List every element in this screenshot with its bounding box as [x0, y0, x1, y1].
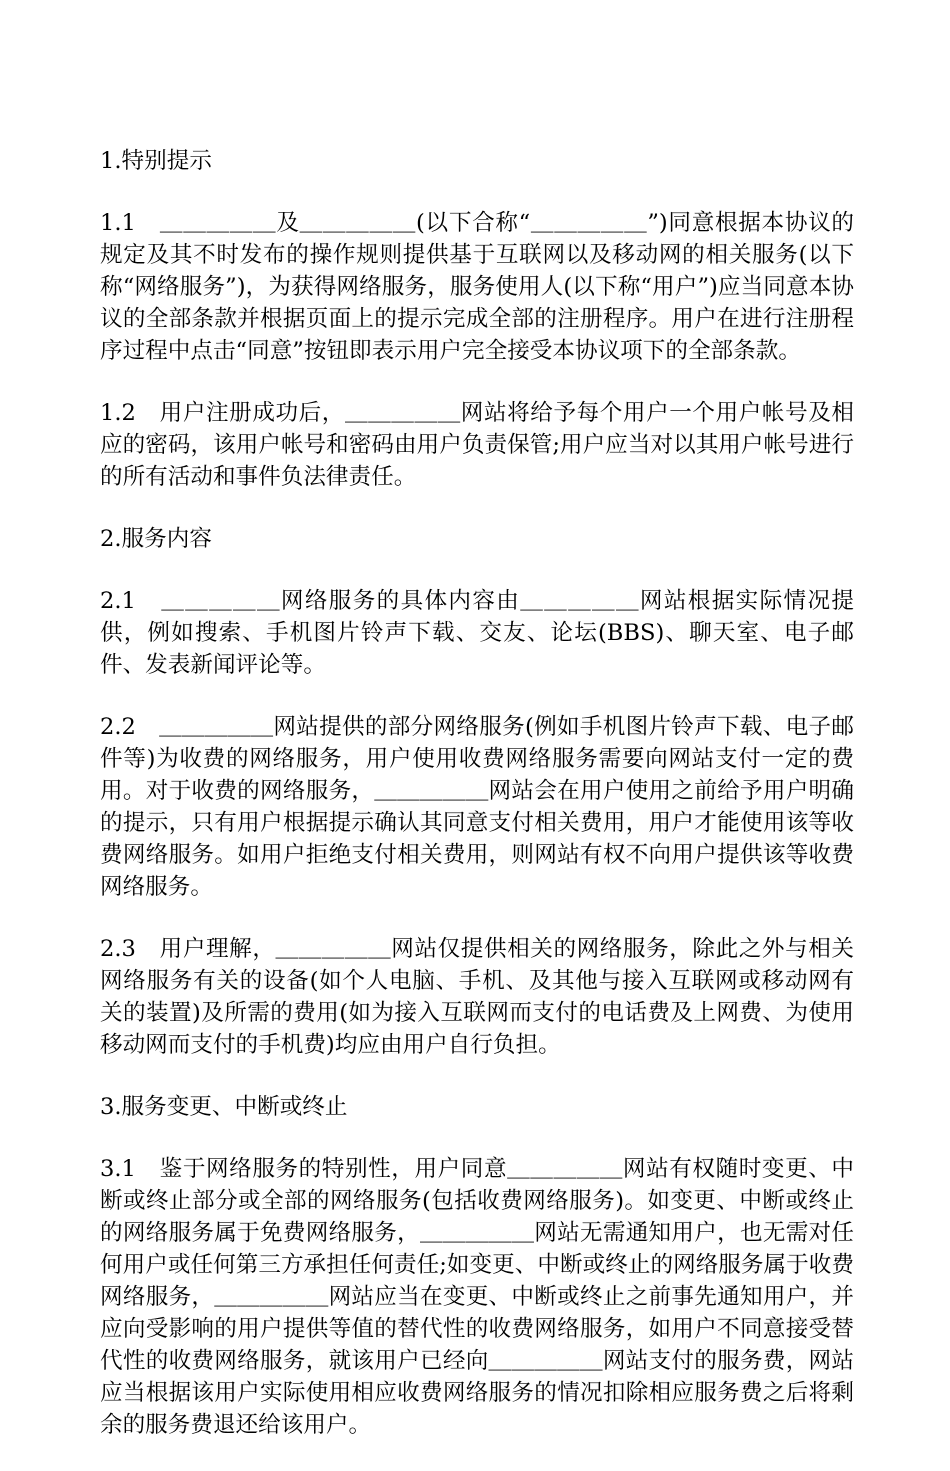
section-heading-2: 2.服务内容: [100, 526, 212, 552]
section-heading-1: 1.特别提示: [100, 148, 212, 174]
clause-1-1: 1.1 ＿＿＿＿＿及＿＿＿＿＿(以下合称“＿＿＿＿＿”)同意根据本协议的规定及其不时发布的操作规则提供基于互联网以及移动网的相关服务(以下称“网络服务”)，为获得网络服务，服务使用人(以下称“用户”)应当同意本协议的全部条款并根据页面上的提示完成全部的注册程序。用户在进行注册程序过程中点击“同意”按钮即表示用户完全接受本协议项下的全部条款。: [100, 210, 854, 364]
clause-3-1: 3.1 鉴于网络服务的特别性，用户同意＿＿＿＿＿网站有权随时变更、中断或终止部分或全部的网络服务(包括收费网络服务)。如变更、中断或终止的网络服务属于免费网络服务，＿＿＿＿＿网站无需通知用户，也无需对任何用户或任何第三方承担任何责任;如变更、中断或终止的网络服务属于收费网络服务，＿＿＿＿＿网站应当在变更、中断或终止之前事先通知用户，并应向受影响的用户提供等值的替代性的收费网络服务，如用户不同意接受替代性的收费网络服务，就该用户已经向＿＿＿＿＿网站支付的服务费，网站应当根据该用户实际使用相应收费网络服务的情况扣除相应服务费之后将剩余的服务费退还给该用户。: [100, 1156, 854, 1438]
clause-2-2: 2.2 ＿＿＿＿＿网站提供的部分网络服务(例如手机图片铃声下载、电子邮件等)为收费的网络服务，用户使用收费网络服务需要向网站支付一定的费用。对于收费的网络服务，＿＿＿＿＿网站会在用户使用之前给予用户明确的提示，只有用户根据提示确认其同意支付相关费用，用户才能使用该等收费网络服务。如用户拒绝支付相关费用，则网站有权不向用户提供该等收费网络服务。: [100, 714, 854, 900]
section-heading-3: 3.服务变更、中断或终止: [100, 1094, 348, 1120]
clause-2-3: 2.3 用户理解，＿＿＿＿＿网站仅提供相关的网络服务，除此之外与相关网络服务有关的设备(如个人电脑、手机、及其他与接入互联网或移动网有关的装置)及所需的费用(如为接入互联网而支付的电话费及上网费、为使用移动网而支付的手机费)均应由用户自行负担。: [100, 936, 854, 1058]
clause-2-1: 2.1 ＿＿＿＿＿网络服务的具体内容由＿＿＿＿＿网站根据实际情况提供，例如搜索、手机图片铃声下载、交友、论坛(BBS)、聊天室、电子邮件、发表新闻评论等。: [100, 588, 854, 678]
clause-1-2: 1.2 用户注册成功后，＿＿＿＿＿网站将给予每个用户一个用户帐号及相应的密码，该用户帐号和密码由用户负责保管;用户应当对以其用户帐号进行的所有活动和事件负法律责任。: [100, 400, 854, 490]
document-page: [100, 145, 854, 1471]
